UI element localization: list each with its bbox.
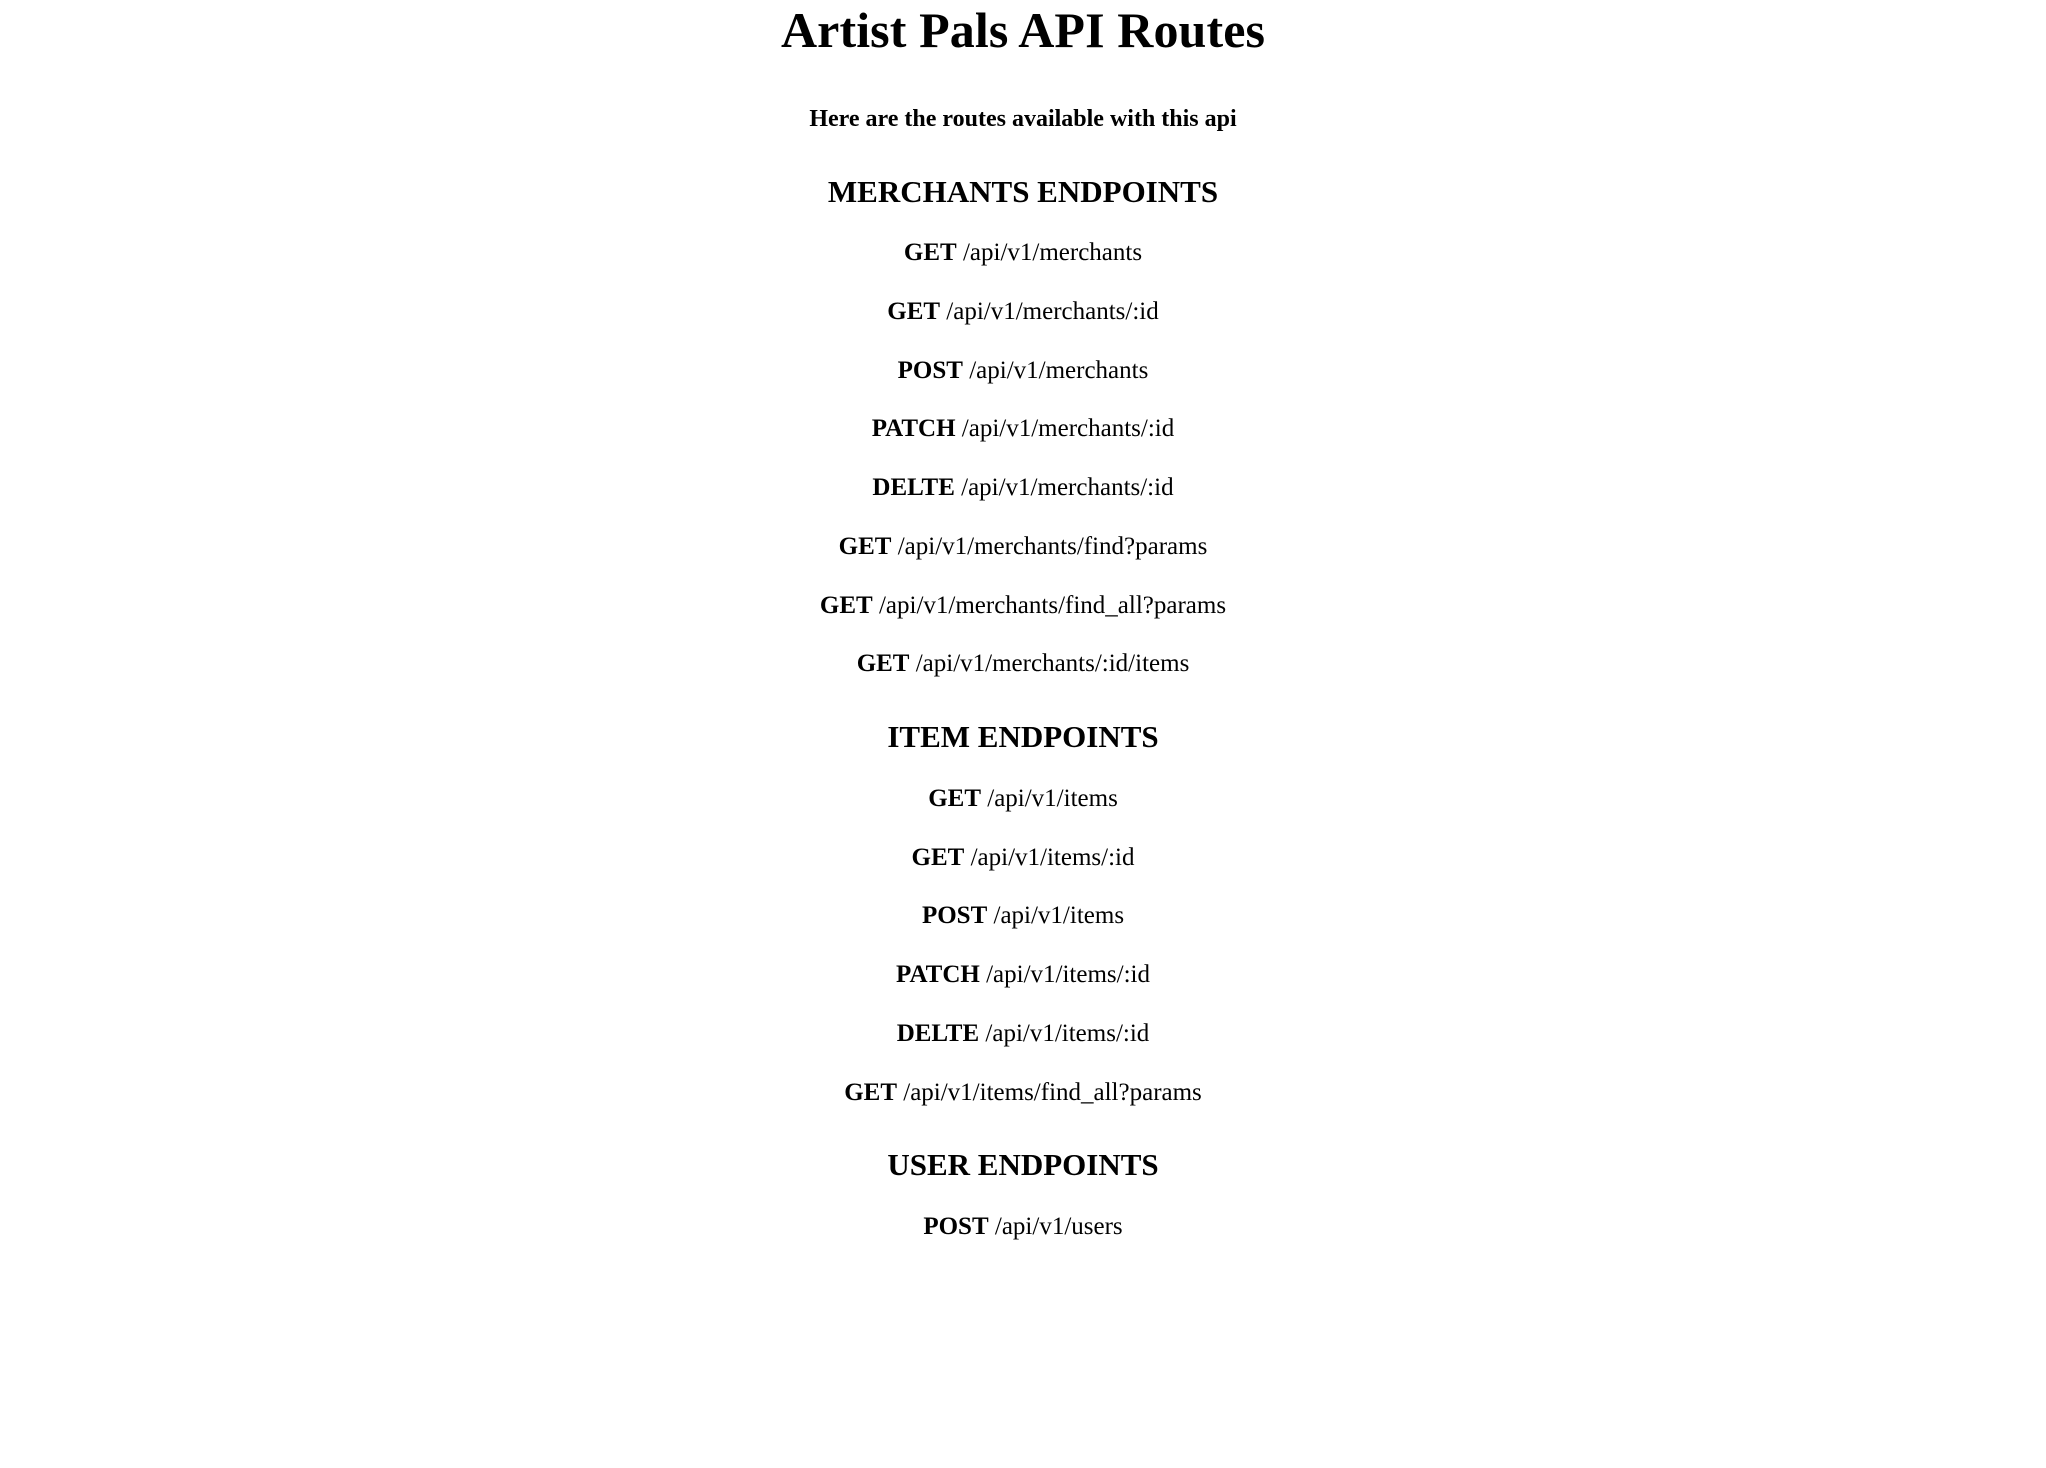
route-row: [0, 357, 2046, 386]
route-path: /api/v1/merchants: [962, 239, 1143, 267]
page-title: Artist Pals API Routes: [780, 2, 1266, 58]
route-row: [0, 298, 2046, 327]
route-row: [0, 785, 2046, 814]
route-method: POST: [897, 356, 963, 384]
route-method: POST: [921, 902, 988, 930]
route-method: GET: [911, 843, 965, 871]
route-path: /api/v1/items/:id: [970, 843, 1135, 871]
route-path: /api/v1/merchants: [969, 356, 1149, 384]
route-path: /api/v1/users: [994, 1213, 1123, 1241]
route-path: /api/v1/merchants/:id: [946, 297, 1159, 325]
route-path: /api/v1/items/find_all?params: [903, 1078, 1202, 1106]
section-heading: USER ENDPOINTS: [887, 1147, 1159, 1183]
route-row: [0, 239, 2046, 268]
route-path: /api/v1/merchants/find_all?params: [878, 591, 1227, 619]
route-method: GET: [819, 591, 873, 619]
route-method: PATCH: [871, 415, 956, 443]
route-method: GET: [903, 239, 957, 267]
route-row: [0, 415, 2046, 444]
route-row: [0, 533, 2046, 562]
route-method: GET: [844, 1078, 897, 1106]
route-path: /api/v1/items: [993, 902, 1125, 930]
route-method: GET: [887, 297, 941, 325]
route-path: /api/v1/items: [987, 784, 1118, 812]
route-path: /api/v1/merchants/:id: [961, 415, 1175, 443]
section-heading: MERCHANTS ENDPOINTS: [827, 173, 1219, 209]
page-subtitle: Here are the routes available with this api: [809, 106, 1237, 132]
route-row: [0, 961, 2046, 990]
route-method: GET: [838, 532, 892, 560]
route-row: [0, 474, 2046, 503]
endpoint-section: [0, 719, 2046, 1107]
route-row: [0, 902, 2046, 931]
endpoint-section: [0, 1147, 2046, 1241]
route-row: [0, 592, 2046, 621]
route-method: GET: [928, 784, 981, 812]
endpoint-section: [0, 174, 2046, 680]
section-heading: ITEM ENDPOINTS: [887, 719, 1159, 755]
endpoint-sections: [0, 174, 2046, 1242]
route-row: [0, 1020, 2046, 1049]
route-method: DELTE: [896, 1019, 980, 1047]
route-row: [0, 650, 2046, 679]
route-row: [0, 844, 2046, 873]
route-path: /api/v1/items/:id: [986, 961, 1150, 989]
route-method: DELTE: [872, 474, 955, 502]
route-path: /api/v1/merchants/find?params: [897, 532, 1208, 560]
route-row: [0, 1213, 2046, 1242]
route-row: [0, 1079, 2046, 1108]
route-method: PATCH: [896, 961, 980, 989]
route-path: /api/v1/merchants/:id: [961, 474, 1174, 502]
route-method: POST: [923, 1213, 989, 1241]
route-path: /api/v1/merchants/:id/items: [915, 650, 1190, 678]
route-path: /api/v1/items/:id: [985, 1019, 1150, 1047]
route-method: GET: [856, 650, 910, 678]
